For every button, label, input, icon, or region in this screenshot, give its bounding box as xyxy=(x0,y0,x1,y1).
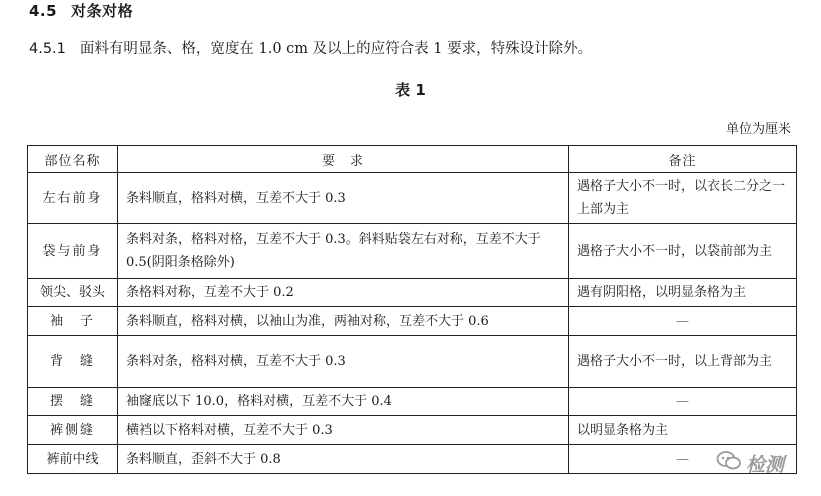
cell-note: 遇格子大小不一时，以上背部为主 xyxy=(569,336,797,388)
watermark-text: 检测 xyxy=(746,454,785,476)
cell-requirement: 条料顺直，格料对横，互差不大于 0.3 xyxy=(118,173,569,224)
table-row xyxy=(28,224,797,279)
header-requirement: 要 求 xyxy=(118,146,569,173)
table-row xyxy=(28,388,797,416)
cell-note: 以明显条格为主 xyxy=(569,416,797,445)
cell-note: 遇有阴阳格，以明显条格为主 xyxy=(569,279,797,307)
header-note: 备注 xyxy=(569,146,797,173)
chat-bubble-icon xyxy=(716,450,746,477)
cell-part: 裤前中线 xyxy=(28,445,118,474)
table-row xyxy=(28,445,797,474)
cell-part: 袖 子 xyxy=(28,307,118,336)
table-title: 表 1 xyxy=(395,81,426,99)
cell-note: 遇格子大小不一时，以衣长二分之一上部为主 xyxy=(569,173,797,224)
header-part: 部位名称 xyxy=(28,146,118,173)
cell-note: 遇格子大小不一时，以袋前部为主 xyxy=(569,224,797,279)
cell-note: — xyxy=(569,307,797,336)
cell-note: — xyxy=(569,388,797,416)
cell-part: 领尖、驳头 xyxy=(28,279,118,307)
table-row xyxy=(28,279,797,307)
cell-part: 背 缝 xyxy=(28,336,118,388)
cell-requirement: 横裆以下格料对横，互差不大于 0.3 xyxy=(118,416,569,445)
table-row xyxy=(28,336,797,388)
cell-part: 裤侧缝 xyxy=(28,416,118,445)
cell-part: 左右前身 xyxy=(28,173,118,224)
cell-requirement: 条料对条，格料对格，互差不大于 0.3。斜料贴袋左右对称，互差不大于 0.5(阴阳条格除外) xyxy=(118,224,569,279)
cell-part: 摆 缝 xyxy=(28,388,118,416)
cell-requirement: 条料顺直，格料对横，以袖山为准，两袖对称，互差不大于 0.6 xyxy=(118,307,569,336)
cell-requirement: 条格料对称，互差不大于 0.2 xyxy=(118,279,569,307)
table-row xyxy=(28,173,797,224)
cell-note: — xyxy=(569,445,797,474)
section-number: 4.5 xyxy=(29,2,58,20)
cell-part: 袋与前身 xyxy=(28,224,118,279)
requirements-table xyxy=(27,145,797,474)
table-row xyxy=(28,307,797,336)
section-heading xyxy=(29,0,133,21)
clause-paragraph xyxy=(29,37,592,58)
section-title: 对条对格 xyxy=(71,2,134,20)
clause-number: 4.5.1 xyxy=(29,41,66,57)
cell-requirement: 袖窿底以下 10.0，格料对横，互差不大于 0.4 xyxy=(118,388,569,416)
watermark xyxy=(716,450,784,477)
table-row xyxy=(28,416,797,445)
cell-requirement: 条料对条，格料对横，互差不大于 0.3 xyxy=(118,336,569,388)
table-header-row xyxy=(28,146,797,173)
cell-requirement: 条料顺直，歪斜不大于 0.8 xyxy=(118,445,569,474)
unit-note: 单位为厘米 xyxy=(725,122,791,137)
clause-text: 面料有明显条、格，宽度在 1.0 cm 及以上的应符合表 1 要求，特殊设计除外。 xyxy=(79,41,593,57)
